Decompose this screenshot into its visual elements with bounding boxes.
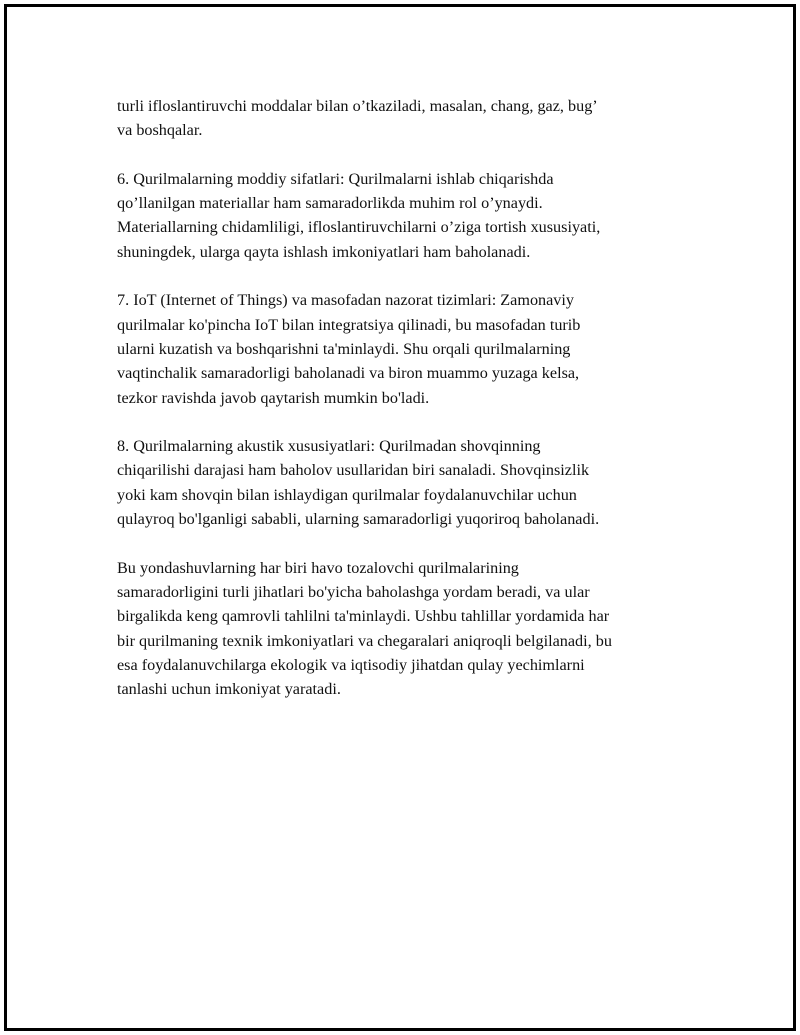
document-body (117, 94, 677, 726)
text-line: Bu yondashuvlarning har biri havo tozalovchi qurilmalarining (117, 558, 519, 577)
text-line: birgalikda keng qamrovli tahlilni ta'minlaydi. Ushbu tahlillar yordamida har (117, 607, 610, 626)
text-line: bir qurilmaning texnik imkoniyatlari va chegaralari aniqroqli belgilanadi, bu (117, 631, 612, 650)
text-line: chiqarilishi darajasi ham baholov usullaridan biri sanaladi. Shovqinsizlik (117, 461, 590, 480)
text-line: qurilmalar ko'pincha IoT bilan integratsiya qilinadi, bu masofadan turib (117, 315, 581, 334)
text-line: tezkor ravishda javob qaytarish mumkin bo'ladi. (117, 388, 430, 407)
text-line: turli ifloslantiruvchi moddalar bilan o’tkaziladi, masalan, chang, gaz, bug’ (117, 97, 598, 115)
text-line: tanlashi uchun imkoniyat yaratadi. (117, 680, 341, 699)
text-line: 6. Qurilmalarning moddiy sifatlari: Qurilmalarni ishlab chiqarishda (117, 169, 554, 188)
text-line: 7. IoT (Internet of Things) va masofadan nazorat tizimlari: Zamonaviy (117, 291, 574, 310)
text-line: vaqtinchalik samaradorligi baholanadi va biron muammo yuzaga kelsa, (117, 364, 580, 383)
paragraph-acoustic-properties (117, 434, 677, 531)
text-line: esa foydalanuvchilarga ekologik va iqtisodiy jihatdan qulay yechimlarni (117, 655, 585, 674)
text-line: qulayroq bo'lganligi sababli, ularning samaradorligi yuqoriroq baholanadi. (117, 510, 600, 529)
text-line: qo’llanilgan materiallar ham samaradorlikda muhim rol o’ynaydi. (117, 194, 543, 213)
paragraph-continuation (117, 94, 677, 143)
text-line: va boshqalar. (117, 121, 203, 140)
paragraph-conclusion (117, 556, 677, 702)
text-line: ularni kuzatish va boshqarishni ta'minlaydi. Shu orqali qurilmalarning (117, 339, 571, 358)
text-line: samaradorligini turli jihatlari bo'yicha baholashga yordam beradi, va ular (117, 582, 590, 601)
text-line: shuningdek, ularga qayta ishlash imkoniyatlari ham baholanadi. (117, 242, 531, 261)
text-line: yoki kam shovqin bilan ishlaydigan qurilmalar foydalanuvchilar uchun (117, 485, 577, 504)
text-line: Materiallarning chidamliligi, ifloslantiruvchilarni o’ziga tortish xususiyati, (117, 218, 601, 237)
text-line: 8. Qurilmalarning akustik xususiyatlari: Qurilmadan shovqinning (117, 437, 541, 456)
paragraph-iot-monitoring (117, 288, 677, 409)
paragraph-material-properties (117, 167, 677, 264)
